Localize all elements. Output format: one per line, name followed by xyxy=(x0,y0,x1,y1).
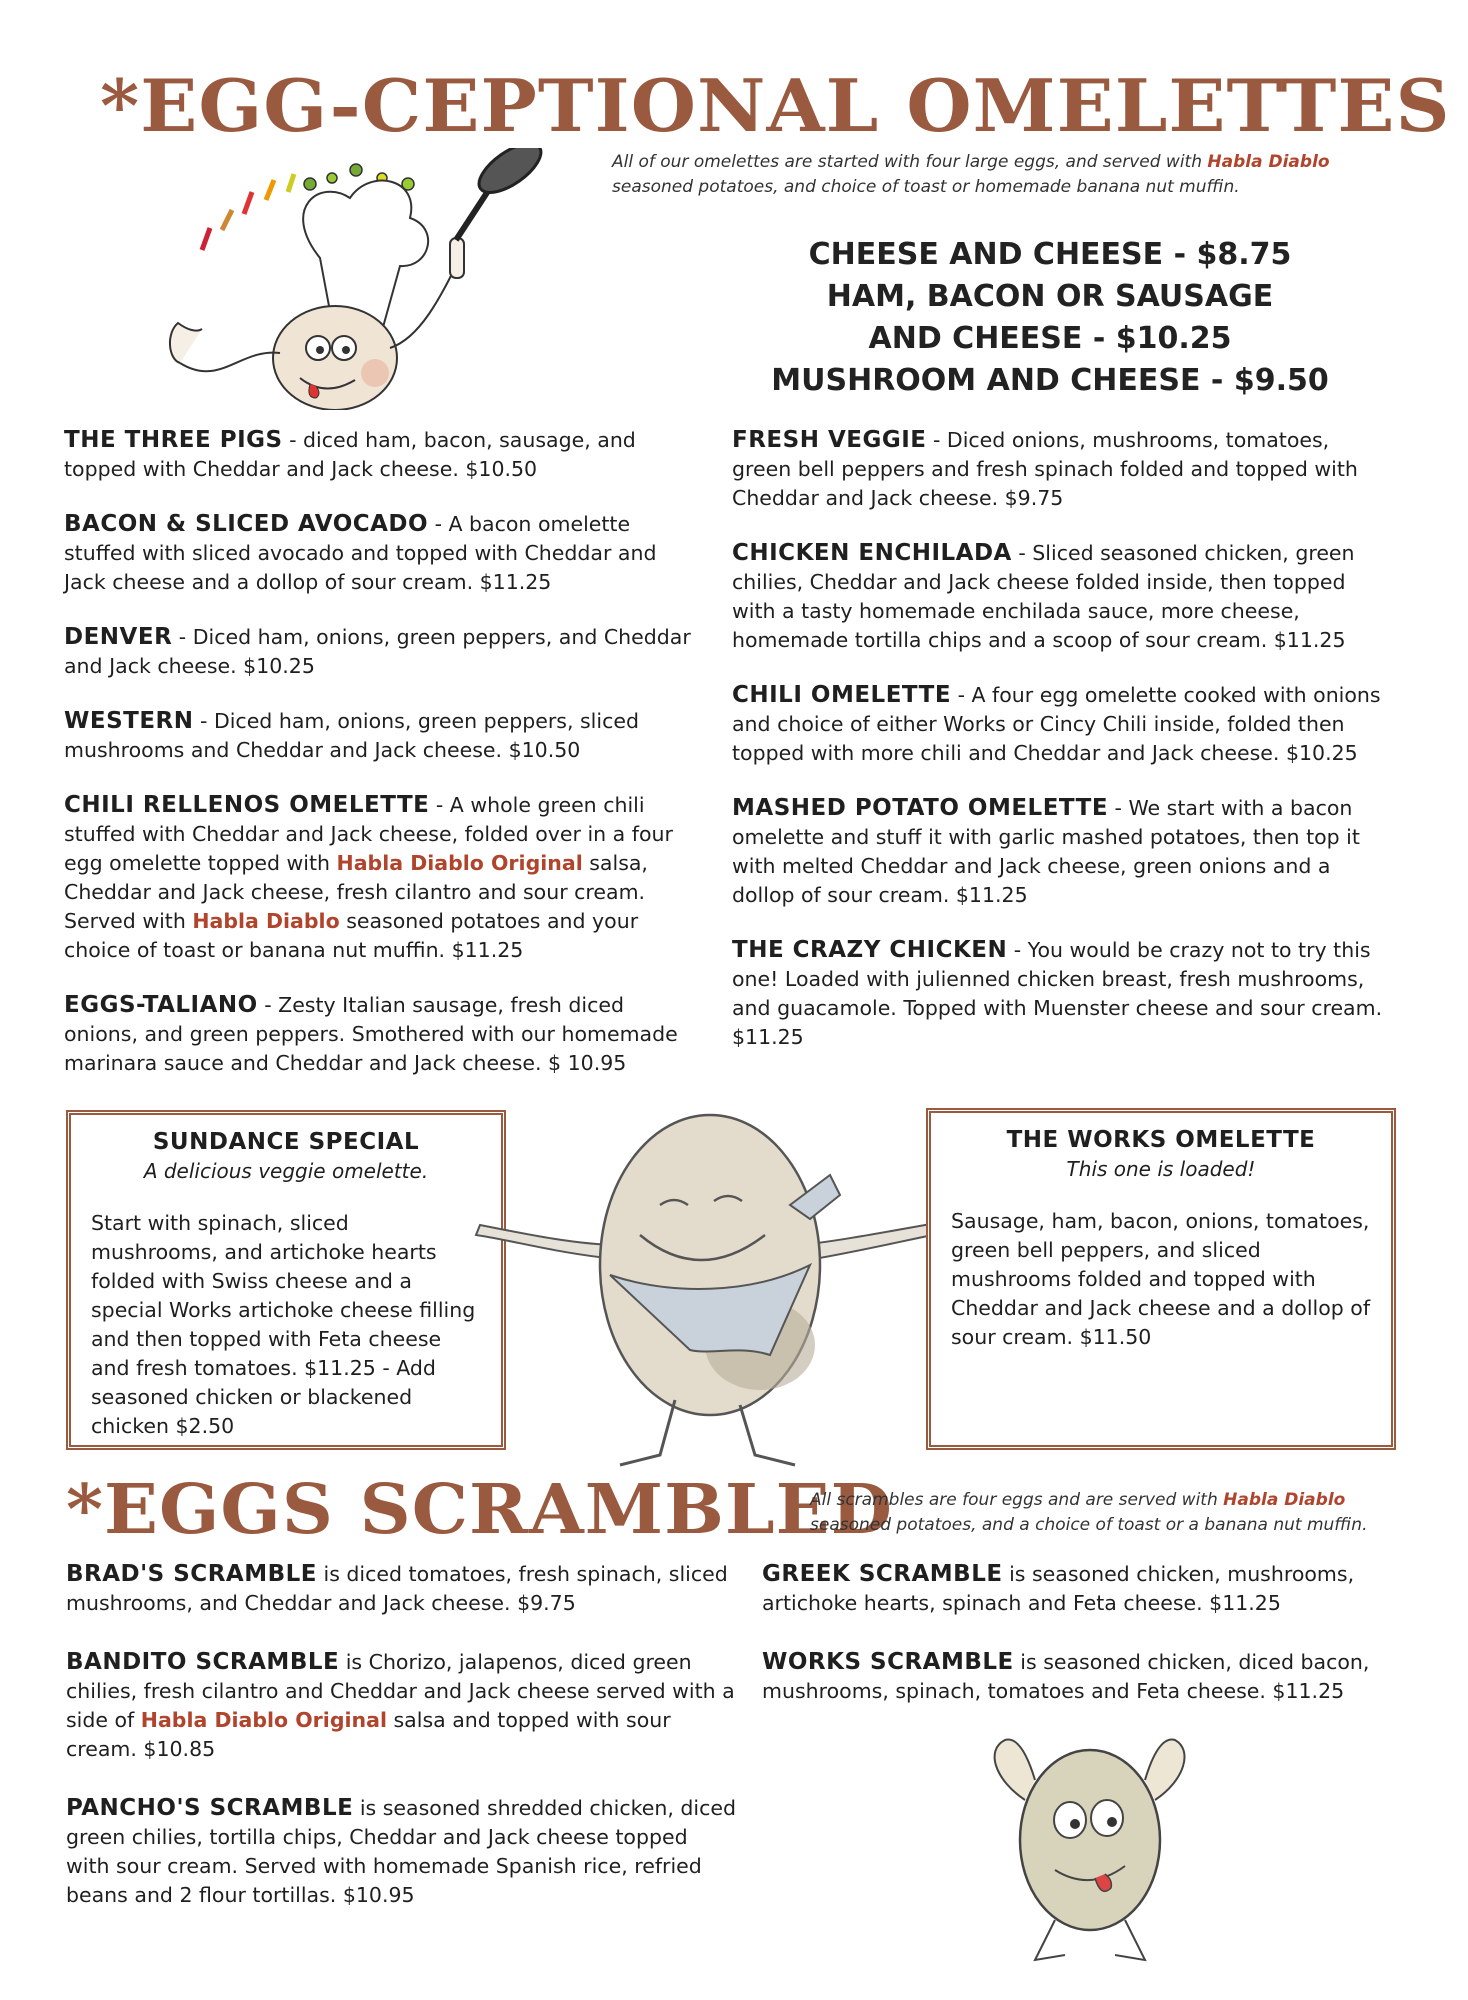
price-list xyxy=(740,234,1360,402)
box-subtitle: A delicious veggie omelette. xyxy=(143,1159,429,1183)
bandana-egg-illustration xyxy=(470,1095,960,1475)
box-title: SUNDANCE SPECIAL xyxy=(152,1129,420,1155)
price-line: AND CHEESE - $10.25 xyxy=(868,321,1232,356)
menu-item: CHILI OMELETTE - A four egg omelette cooked with onions and choice of either Works or Cincy Chili inside, folded then topped with more chili and Cheddar and Jack cheese. $10.25 xyxy=(732,682,1381,765)
works-omelette-box xyxy=(926,1108,1396,1450)
menu-item: MASHED POTATO OMELETTE - We start with a bacon omelette and stuff it with garlic mashed potatoes, then top it with melted Cheddar and Jack cheese, green onions and a dollop of sour cream. $11.25 xyxy=(732,795,1360,907)
menu-item: BACON & SLICED AVOCADO - A bacon omelette stuffed with sliced avocado and topped with Cheddar and Jack cheese and a dollop of sour cream. $11.25 xyxy=(64,511,657,594)
menu-item: PANCHO'S SCRAMBLE is seasoned shredded chicken, diced green chilies, tortilla chips, Cheddar and Jack cheese topped with sour cream. Served with homemade Spanish rice, refried beans and 2 flour tortillas. $10.95 xyxy=(66,1795,737,1907)
scrambled-right-column xyxy=(762,1560,1402,1732)
menu-item: WESTERN - Diced ham, onions, green peppers, sliced mushrooms and Cheddar and Jack cheese. $10.50 xyxy=(64,708,639,762)
omelettes-intro: All of our omelettes are started with four large eggs, and served with Habla Diablo seasoned potatoes, and choice of toast or homemade banana nut muffin. xyxy=(612,152,1330,197)
menu-item: BANDITO SCRAMBLE is Chorizo, jalapenos, diced green chilies, fresh cilantro and Cheddar and Jack cheese served with a side of Habla Diablo Original salsa and topped with sour cream. $10.85 xyxy=(66,1649,735,1761)
sundance-special-box xyxy=(66,1110,506,1450)
menu-item: DENVER - Diced ham, onions, green peppers, and Cheddar and Jack cheese. $10.25 xyxy=(64,624,691,678)
menu-item: THE CRAZY CHICKEN - You would be crazy not to try this one! Loaded with julienned chicken breast, fresh mushrooms, and guacamole. Topped with Muenster cheese and sour cream. $11.25 xyxy=(732,937,1383,1049)
menu-item: EGGS-TALIANO - Zesty Italian sausage, fresh diced onions, and green peppers. Smothered with our homemade marinara sauce and Cheddar and Jack cheese. $ 10.95 xyxy=(64,992,678,1075)
omelettes-title: *EGG-CEPTIONAL OMELETTES xyxy=(100,63,1451,148)
menu-item: GREEK SCRAMBLE is seasoned chicken, mushrooms, artichoke hearts, spinach and Feta cheese. $11.25 xyxy=(762,1561,1355,1615)
box-body: Start with spinach, sliced mushrooms, and artichoke hearts folded with Swiss cheese and a special Works artichoke cheese filling and then topped with Feta cheese and fresh tomatoes. $11.25 - Add seasoned chicken or blackened chicken $2.50 xyxy=(91,1211,476,1438)
box-subtitle: This one is loaded! xyxy=(1066,1157,1256,1181)
silly-egg-illustration xyxy=(985,1720,1195,1970)
menu-item: THE THREE PIGS - diced ham, bacon, sausage, and topped with Cheddar and Jack cheese. $10.50 xyxy=(64,427,636,481)
omelettes-right-column xyxy=(732,426,1392,1078)
scrambled-title: *EGGS SCRAMBLED xyxy=(66,1470,893,1550)
chef-egg-illustration xyxy=(160,148,560,410)
menu-item: FRESH VEGGIE - Diced onions, mushrooms, tomatoes, green bell peppers and fresh spinach folded and topped with Cheddar and Jack cheese. $9.75 xyxy=(732,427,1358,510)
price-line: CHEESE AND CHEESE - $8.75 xyxy=(808,237,1292,272)
menu-item: BRAD'S SCRAMBLE is diced tomatoes, fresh spinach, sliced mushrooms, and Cheddar and Jack cheese. $9.75 xyxy=(66,1561,728,1615)
menu-item: CHICKEN ENCHILADA - Sliced seasoned chicken, green chilies, Cheddar and Jack cheese folded inside, then topped with a tasty homemade enchilada sauce, more cheese, homemade tortilla chips and a scoop of sour cream. $11.25 xyxy=(732,540,1355,652)
box-title: THE WORKS OMELETTE xyxy=(1006,1127,1316,1153)
scrambled-left-column xyxy=(66,1560,736,1936)
scrambled-intro: All scrambles are four eggs and are served with Habla Diablo seasoned potatoes, and a choice of toast or a banana nut muffin. xyxy=(810,1490,1368,1535)
price-line: HAM, BACON OR SAUSAGE xyxy=(826,279,1274,314)
omelettes-left-column xyxy=(64,426,704,1104)
menu-item: WORKS SCRAMBLE is seasoned chicken, diced bacon, mushrooms, spinach, tomatoes and Feta cheese. $11.25 xyxy=(762,1649,1370,1703)
box-body: Sausage, ham, bacon, onions, tomatoes, green bell peppers, and sliced mushrooms folded and topped with Cheddar and Jack cheese and a dollop of sour cream. $11.50 xyxy=(951,1209,1371,1349)
menu-item: CHILI RELLENOS OMELETTE - A whole green chili stuffed with Cheddar and Jack cheese, folded over in a four egg omelette topped with Habla Diablo Original salsa, Cheddar and Jack cheese, fresh cilantro and sour cream. Served with Habla Diablo seasoned potatoes and your choice of toast or banana nut muffin. $11.25 xyxy=(64,792,673,962)
price-line: MUSHROOM AND CHEESE - $9.50 xyxy=(771,363,1329,398)
